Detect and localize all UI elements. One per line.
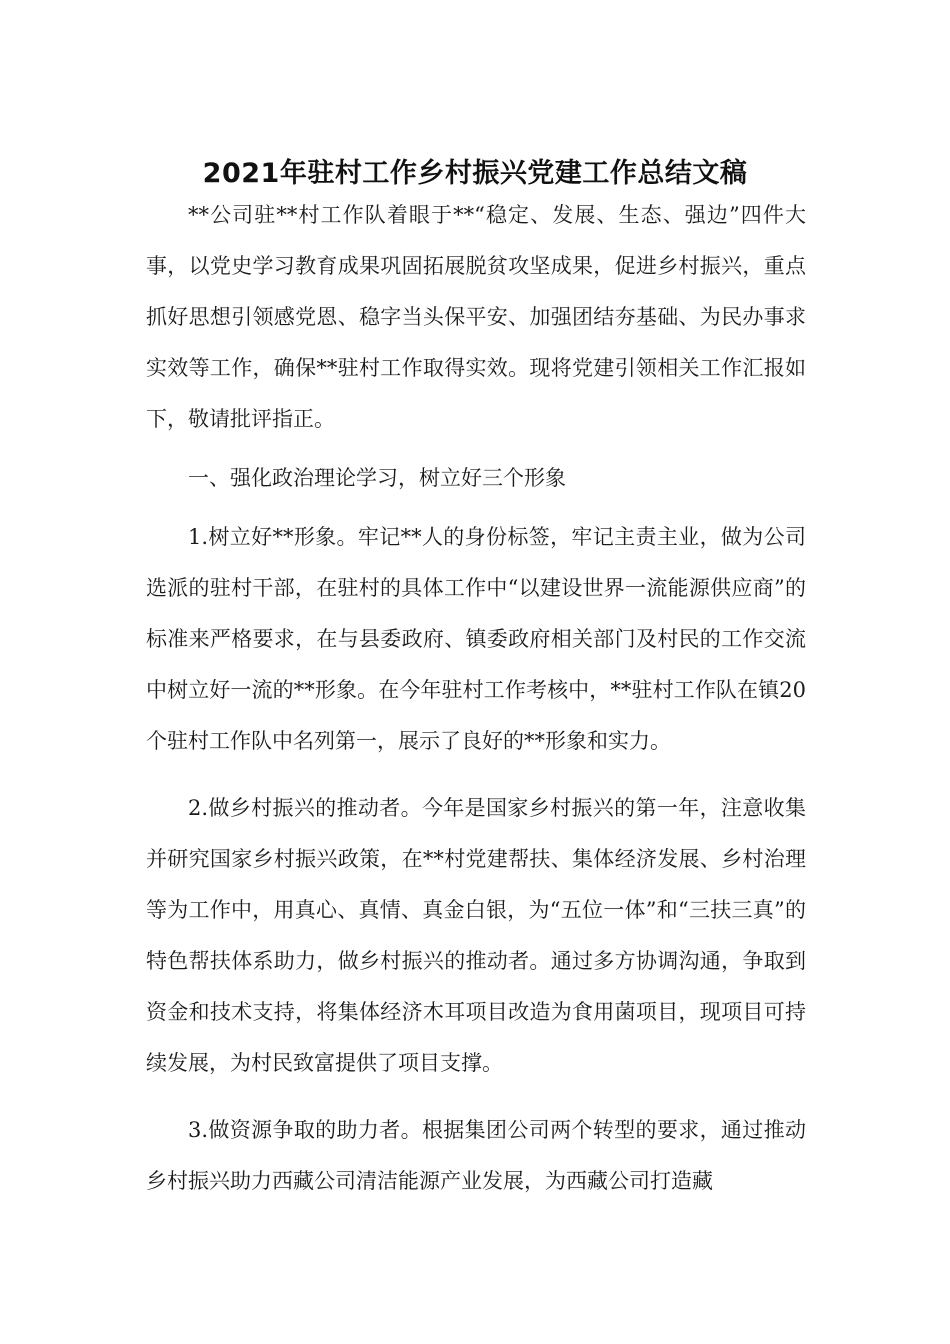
list-item-2: 2.做乡村振兴的推动者。今年是国家乡村振兴的第一年，注意收集并研究国家乡村振兴政策，在**村党建帮扶、集体经济发展、乡村治理等为工作中，用真心、真情、真金白银，为“五位一体”和“三扶三真”的特色帮扶体系助力，做乡村振兴的推动者。通过多方协调沟通，争取到资金和技术支持，将集体经济木耳项目改造为食用菌项目，现项目可持续发展，为村民致富提供了项目支撑。 (146, 796, 806, 1075)
document-title: 2021年驻村工作乡村振兴党建工作总结文稿 (202, 158, 748, 189)
list-item-3: 3.做资源争取的助力者。根据集团公司两个转型的要求，通过推动乡村振兴助力西藏公司清洁能源产业发展，为西藏公司打造藏 (146, 1118, 806, 1193)
intro-paragraph: **公司驻**村工作队着眼于**“稳定、发展、生态、强边”四件大事，以党史学习教育成果巩固拓展脱贫攻坚成果，促进乡村振兴，重点抓好思想引领感党恩、稳字当头保平安、加强团结夯基础、为民办事求实效等工作，确保**驻村工作取得实效。现将党建引领相关工作汇报如下，敬请批评指正。 (146, 203, 806, 431)
section-heading-1: 一、强化政治理论学习，树立好三个形象 (188, 466, 566, 490)
document-body (146, 190, 806, 1207)
list-item-1: 1.树立好**形象。牢记**人的身份标签，牢记主责主业，做为公司选派的驻村干部，在驻村的具体工作中“以建设世界一流能源供应商”的标准来严格要求，在与县委政府、镇委政府相关部门及村民的工作交流中树立好一流的**形象。在今年驻村工作考核中，**驻村工作队在镇20个驻村工作队中名列第一，展示了良好的**形象和实力。 (146, 525, 806, 753)
